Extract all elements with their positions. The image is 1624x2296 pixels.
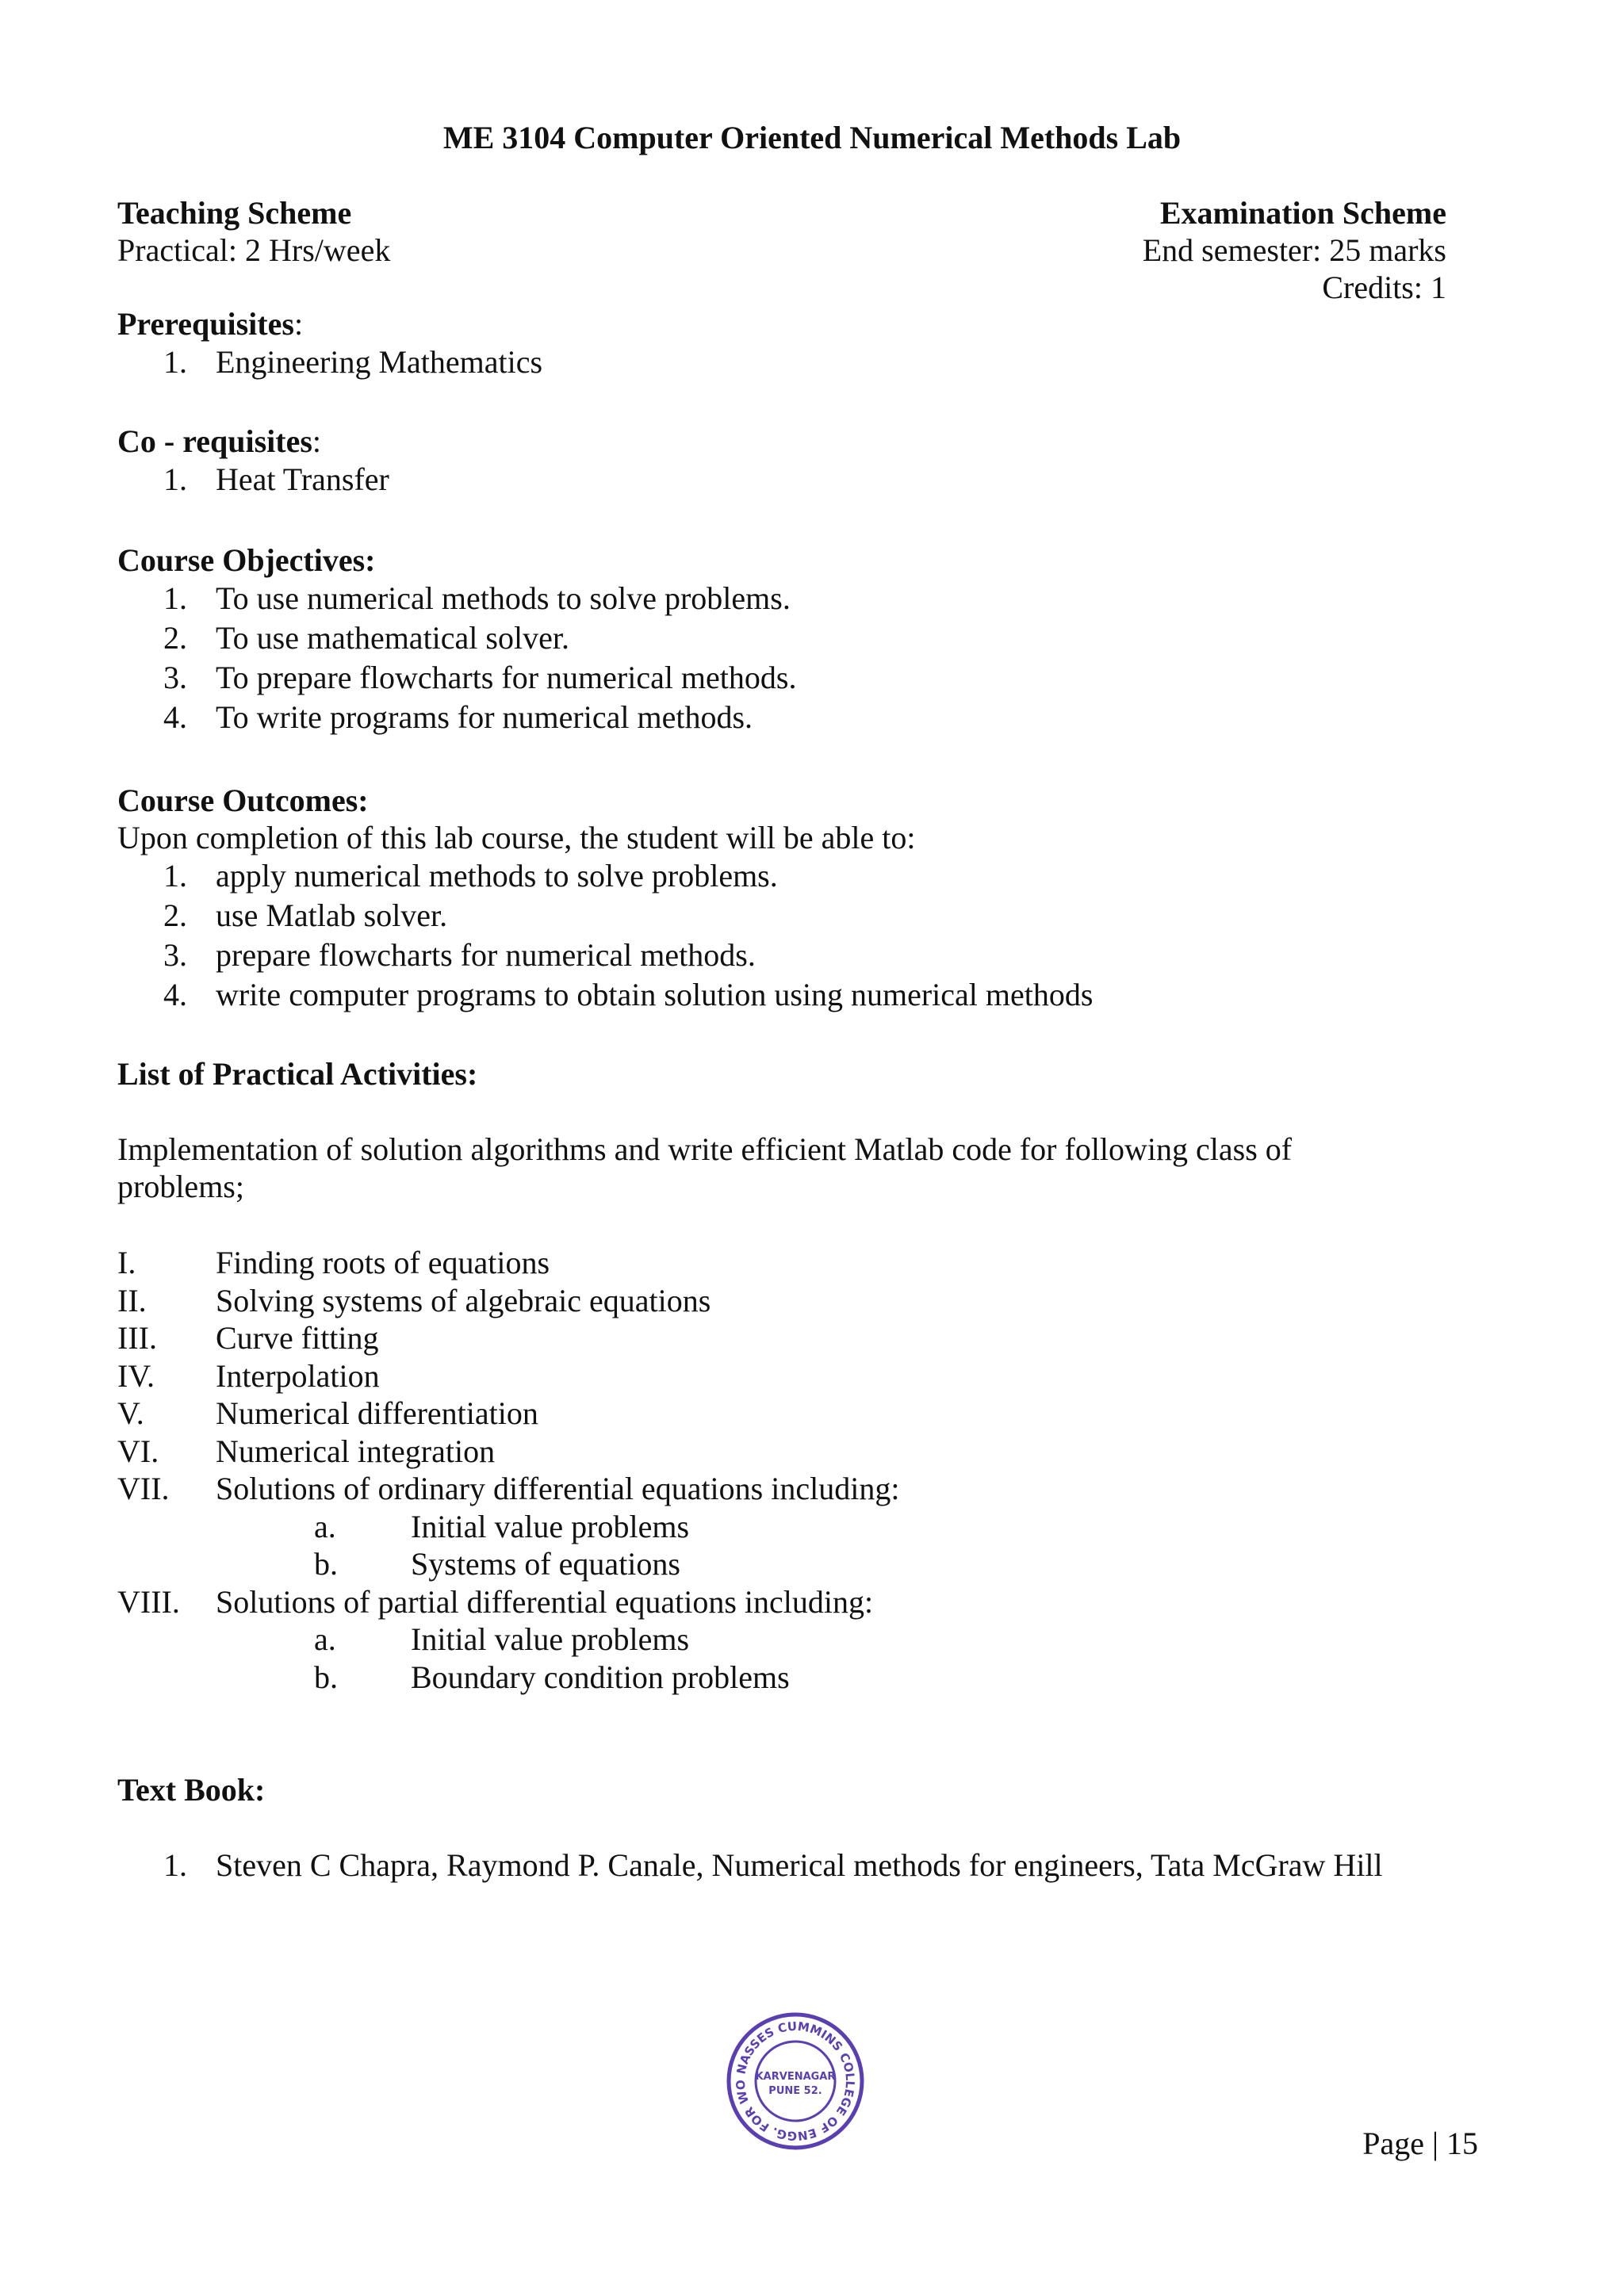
prerequisites-heading: Prerequisites	[117, 306, 294, 342]
course-objectives-section	[117, 541, 796, 737]
objective-item-text: To write programs for numerical methods.	[216, 699, 753, 735]
prerequisite-item	[117, 342, 542, 382]
corequisite-item-number: 1.	[163, 461, 187, 497]
objective-item-text: To use mathematical solver.	[216, 620, 569, 656]
activity-subitem-letter: b.	[314, 1546, 338, 1582]
activity-item	[117, 1470, 899, 1508]
corequisite-item	[117, 460, 389, 499]
corequisites-list	[117, 460, 389, 499]
activity-sublist	[117, 1508, 899, 1583]
text-book-item-number: 1.	[163, 1847, 187, 1883]
activity-subitem-text: Boundary condition problems	[411, 1659, 790, 1695]
activity-item	[117, 1244, 899, 1282]
outcome-item	[117, 936, 1093, 975]
activity-subitem	[117, 1508, 899, 1546]
activity-subitem-text: Initial value problems	[411, 1621, 690, 1657]
activity-subitem-letter: b.	[314, 1659, 338, 1695]
text-book-item	[117, 1846, 1383, 1885]
college-seal	[724, 2010, 867, 2152]
examination-scheme	[1143, 194, 1446, 306]
course-outcomes-heading: Course Outcomes:	[117, 783, 369, 818]
activity-text: Solving systems of algebraic equations	[216, 1282, 711, 1318]
activity-subitem-letter: a.	[314, 1508, 336, 1544]
activity-item	[117, 1282, 899, 1320]
outcome-item-number: 2.	[163, 897, 187, 933]
outcome-item-number: 4.	[163, 977, 187, 1012]
outcome-item-text: prepare flowcharts for numerical methods.	[216, 937, 756, 973]
activity-item	[117, 1357, 899, 1395]
objective-item-number: 4.	[163, 699, 187, 735]
prerequisites-list	[117, 342, 542, 382]
outcome-item	[117, 896, 1093, 936]
activity-item	[117, 1395, 899, 1433]
corequisites-colon: :	[312, 423, 322, 459]
corequisites-heading: Co - requisites	[117, 423, 312, 459]
corequisite-item-text: Heat Transfer	[216, 461, 389, 497]
activity-sublist	[117, 1621, 899, 1696]
activity-text: Solutions of ordinary differential equations including:	[216, 1471, 900, 1506]
outcome-item-text: write computer programs to obtain solution using numerical methods	[216, 977, 1094, 1012]
text-book-heading: Text Book:	[117, 1772, 266, 1808]
examination-scheme-end-semester: End semester: 25 marks	[1142, 232, 1446, 268]
teaching-scheme-practical: Practical: 2 Hrs/week	[117, 232, 391, 268]
objective-item	[117, 618, 796, 658]
activity-numeral: IV.	[117, 1357, 155, 1394]
examination-scheme-heading: Examination Scheme	[1159, 195, 1446, 231]
activity-numeral: VII.	[117, 1471, 170, 1506]
activity-item	[117, 1433, 899, 1471]
page-title: ME 3104 Computer Oriented Numerical Methods Lab	[442, 120, 1182, 155]
seal-line2: PUNE 52.	[768, 2085, 822, 2097]
outcome-item-text: use Matlab solver.	[216, 897, 448, 933]
course-outcomes-section	[117, 782, 1093, 1015]
activity-subitem-letter: a.	[314, 1621, 336, 1657]
activity-numeral: VI.	[117, 1433, 159, 1469]
activity-numeral: II.	[117, 1282, 147, 1318]
practical-activities-list	[117, 1244, 899, 1696]
activity-item	[117, 1583, 899, 1621]
prerequisite-item-number: 1.	[163, 344, 187, 380]
activity-text: Finding roots of equations	[216, 1245, 550, 1280]
activity-numeral: V.	[117, 1395, 144, 1431]
activity-subitem	[117, 1621, 899, 1659]
activity-text: Numerical integration	[216, 1433, 496, 1469]
prerequisites-colon: :	[293, 306, 304, 342]
objective-item	[117, 658, 796, 698]
text-book-section	[117, 1846, 1383, 1885]
activity-sublist-wrapper	[117, 1508, 899, 1583]
course-outcomes-list	[117, 856, 1093, 1015]
page-number: Page | 15	[1362, 2126, 1478, 2161]
course-objectives-heading: Course Objectives:	[117, 542, 376, 578]
examination-scheme-credits: Credits: 1	[1322, 270, 1446, 305]
activity-subitem-text: Initial value problems	[411, 1508, 690, 1544]
outcome-item-text: apply numerical methods to solve problems.	[216, 858, 778, 894]
teaching-scheme	[117, 194, 390, 269]
objective-item-number: 2.	[163, 620, 187, 656]
activity-sublist-wrapper	[117, 1621, 899, 1696]
activity-text: Interpolation	[216, 1357, 380, 1394]
text-book-list	[117, 1846, 1383, 1885]
outcome-item-number: 1.	[163, 858, 187, 894]
activity-numeral: VIII.	[117, 1583, 180, 1620]
objective-item-number: 3.	[163, 660, 187, 695]
seal-ring-text: NASSES CUMMINS COLLEGE OF ENGG. FOR WO	[733, 2019, 858, 2144]
college-seal-graphic	[724, 2010, 867, 2152]
outcome-item	[117, 975, 1093, 1015]
activity-text: Solutions of partial differential equations including:	[216, 1583, 874, 1620]
corequisites-section	[117, 423, 389, 499]
activity-subitem	[117, 1545, 899, 1583]
objective-item-number: 1.	[163, 580, 187, 616]
activity-item	[117, 1319, 899, 1357]
outcome-item	[117, 856, 1093, 896]
activity-text: Numerical differentiation	[216, 1395, 538, 1431]
objective-item-text: To use numerical methods to solve problems.	[216, 580, 791, 616]
activity-numeral: I.	[117, 1245, 136, 1280]
seal-line1: KARVENAGAR	[755, 2071, 836, 2083]
practical-activities-heading-bold: List of Practical Activities:	[117, 1056, 478, 1092]
course-objectives-list	[117, 579, 796, 737]
activity-subitem	[117, 1659, 899, 1697]
prerequisites-section	[117, 305, 542, 382]
course-outcomes-intro: Upon completion of this lab course, the student will be able to:	[117, 820, 916, 855]
practical-activities-intro: Implementation of solution algorithms and write efficient Matlab code for following class of problems;	[117, 1131, 1293, 1204]
objective-item	[117, 579, 796, 618]
outcome-item-number: 3.	[163, 937, 187, 973]
activity-numeral: III.	[117, 1320, 157, 1356]
prerequisite-item-text: Engineering Mathematics	[216, 344, 543, 380]
objective-item-text: To prepare flowcharts for numerical methods.	[216, 660, 797, 695]
activity-subitem-text: Systems of equations	[411, 1546, 680, 1582]
teaching-scheme-heading: Teaching Scheme	[117, 195, 352, 231]
objective-item	[117, 698, 796, 737]
practical-activities-section	[117, 1244, 899, 1696]
activity-text: Curve fitting	[216, 1320, 379, 1356]
text-book-item-text: Steven C Chapra, Raymond P. Canale, Numerical methods for engineers, Tata McGraw Hill	[216, 1847, 1383, 1883]
